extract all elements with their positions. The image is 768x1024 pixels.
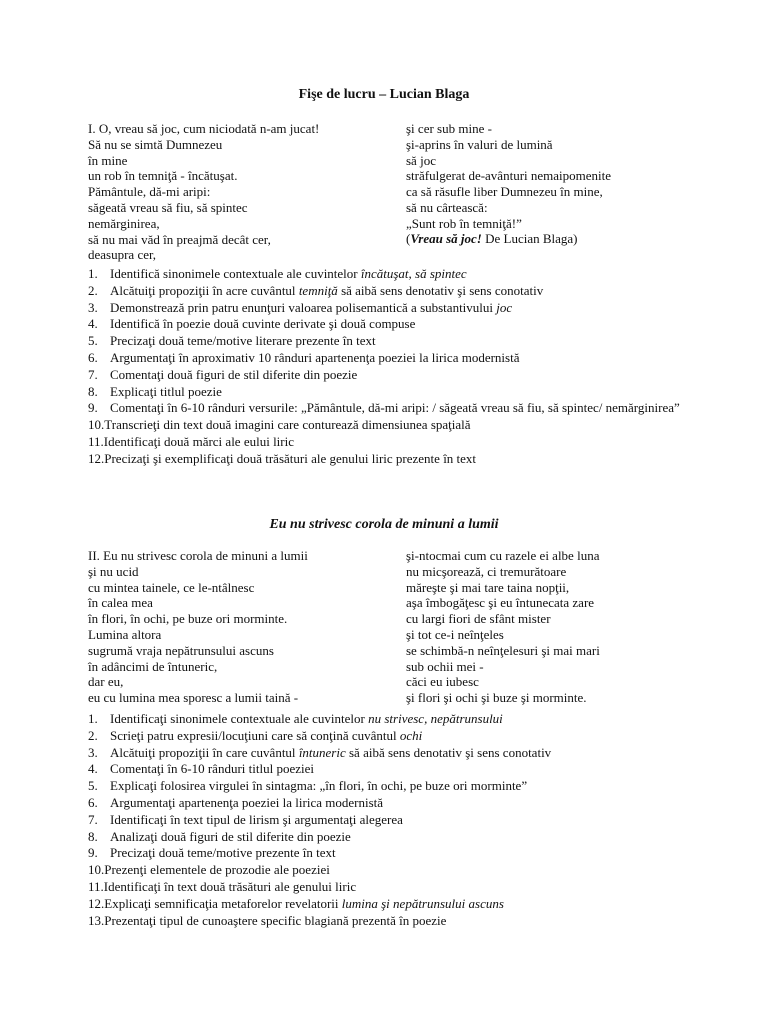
question-text: [104, 434, 688, 451]
question-text-part: Identifică în poezie două cuvinte derivate şi două compuse: [110, 316, 416, 332]
question-item: [88, 451, 688, 468]
question-text: [110, 283, 688, 300]
question-text-part: Identificaţi în text două trăsături ale genului liric: [103, 878, 357, 894]
question-number: 11.: [88, 433, 104, 449]
poem-line: măreşte şi mai tare taina nopţii,: [406, 579, 570, 595]
question-text: [110, 266, 688, 283]
poem-left-column: [88, 548, 308, 706]
question-text-part: să aibă sens denotativ şi sens conotativ: [337, 282, 544, 298]
question-text: [104, 862, 688, 879]
question-text-part: Identificaţi două mărci ale eului liric: [103, 433, 295, 449]
question-text-part: Comentaţi două figuri de stil diferite din poezie: [110, 366, 358, 382]
poem-line: I. O, vreau să joc, cum niciodată n-am jucat!: [88, 121, 320, 136]
question-text-part: Prezentaţi tipul de cunoaştere specific blagiană prezentă în poezie: [104, 912, 447, 928]
question-text-part: Scrieţi patru expresii/locuţiuni care să conţină cuvântul: [110, 727, 400, 743]
question-number: 6.: [88, 349, 98, 365]
poem-line: sub ochii mei -: [406, 658, 484, 674]
question-number: 8.: [88, 383, 98, 399]
question-item: [88, 316, 688, 333]
question-number: 12.: [88, 895, 105, 911]
question-item: [88, 333, 688, 350]
question-text: [110, 316, 688, 333]
question-text-part: Precizaţi şi exemplificaţi două trăsături ale genului liric prezente în text: [104, 450, 477, 466]
question-number: 7.: [88, 366, 98, 382]
poem-line: să nu cârtească:: [406, 199, 488, 215]
question-number: 6.: [88, 794, 98, 810]
question-text: [104, 417, 688, 434]
poem-line: Lumina altora: [88, 626, 162, 642]
question-text-part: Analizaţi două figuri de stil diferite din poezie: [110, 828, 351, 844]
source-title: Vreau să joc!: [410, 231, 482, 246]
poem-line: eu cu lumina mea sporesc a lumii taină -: [88, 690, 299, 706]
question-item: [88, 384, 688, 401]
question-text-part: Explicaţi semnificaţia metaforelor revelatorii: [104, 895, 342, 911]
poem-line: şi-aprins în valuri de lumină: [406, 136, 553, 152]
question-text: [110, 795, 688, 812]
question-text-part: Alcătuiţi propoziţii în acre cuvântul: [110, 282, 299, 298]
question-item: [88, 350, 688, 367]
question-number: 8.: [88, 828, 98, 844]
question-italic-term: întuneric: [298, 744, 346, 760]
question-item: [88, 829, 688, 846]
poem-line: aşa îmbogăţesc şi eu întunecata zare: [406, 595, 595, 611]
poem-line: şi flori şi ochi şi buze şi morminte.: [406, 690, 587, 706]
poem-line: în calea mea: [88, 595, 153, 611]
question-text-part: Prezenţi elementele de prozodie ale poeziei: [104, 862, 330, 878]
question-item: [88, 778, 688, 795]
poem-line: „Sunt rob în temniţă!”: [406, 215, 522, 231]
question-italic-term: lumina şi nepătrunsului ascuns: [341, 895, 504, 911]
question-text-part: Comentaţi în 6-10 rânduri versurile: „Pământule, dă-mi aripi: / săgeată vreau să fiu, să spintec/ nemărginirea”: [110, 400, 680, 416]
poem-line: deasupra cer,: [88, 247, 157, 263]
poem-left-column: [88, 121, 319, 263]
question-number: 3.: [88, 744, 98, 760]
poem-line: Pământule, dă-mi aripi:: [88, 184, 211, 200]
question-text: [110, 333, 688, 350]
question-text: [110, 745, 688, 762]
poem-line: în adâncimi de întuneric,: [88, 658, 218, 674]
question-item: [88, 417, 688, 434]
question-item: [88, 728, 688, 745]
question-italic-term: încătuşat, să spintec: [360, 266, 467, 281]
question-item: [88, 400, 688, 417]
poem-line: şi-ntocmai cum cu razele ei albe luna: [406, 548, 600, 563]
question-text-part: Precizaţi două teme/motive literare prezente în text: [110, 333, 376, 349]
question-text: [110, 845, 688, 862]
poem-line: un rob în temniţă - încătuşat.: [88, 168, 238, 184]
question-text: [110, 812, 688, 829]
question-text-part: să aibă sens denotativ şi sens conotativ: [345, 744, 552, 760]
question-text: [110, 728, 688, 745]
question-text: [104, 451, 688, 468]
question-number: 7.: [88, 811, 98, 827]
question-number: 2.: [88, 282, 98, 298]
question-italic-term: joc: [496, 299, 513, 315]
poem-line: să nu mai văd în preajmă decât cer,: [88, 231, 271, 247]
question-text-part: Identificaţi sinonimele contextuale ale cuvintelor: [110, 711, 369, 726]
question-item: [88, 812, 688, 829]
question-list-2: [88, 711, 688, 929]
poem-line: II. Eu nu strivesc corola de minuni a lumii: [88, 548, 308, 563]
question-item: [88, 434, 688, 451]
question-number: 13.: [88, 912, 105, 928]
poem-line: dar eu,: [88, 674, 124, 690]
question-item: [88, 745, 688, 762]
question-number: 9.: [88, 845, 98, 861]
page-title: Fişe de lucru – Lucian Blaga: [298, 87, 470, 102]
poem-line: săgeată vreau să fiu, să spintec: [88, 199, 248, 215]
question-text: [104, 913, 688, 930]
question-text-part: Argumentaţi apartenenţa poeziei la lirica modernistă: [110, 794, 384, 810]
question-text: [110, 384, 688, 401]
question-text: [110, 300, 688, 317]
question-text: [110, 761, 688, 778]
question-text-part: Argumentaţi în aproximativ 10 rânduri apartenenţa poeziei la lirica modernistă: [110, 349, 520, 365]
question-text-part: Explicaţi folosirea virgulei în sintagma: „în flori, în ochi, pe buze ori morminte”: [110, 778, 528, 794]
question-text-part: Identificaţi în text tipul de lirism şi argumentaţi alegerea: [110, 811, 403, 827]
question-item: [88, 862, 688, 879]
question-item: [88, 879, 688, 896]
poem-line: în flori, în ochi, pe buze ori morminte.: [88, 611, 288, 627]
source-author: De Lucian Blaga): [481, 231, 578, 246]
poem-line: să joc: [406, 152, 436, 168]
poem-line: străfulgerat de-avânturi nemaipomenite: [406, 168, 612, 184]
question-number: 10.: [88, 417, 105, 433]
poem-line: cu mintea tainele, ce le-ntâlnesc: [88, 579, 255, 595]
poem-line: şi tot ce-i neînţeles: [406, 626, 504, 642]
section-title: Eu nu strivesc corola de minuni a lumii: [269, 517, 499, 532]
question-text-part: Explicaţi titlul poezie: [110, 383, 222, 399]
question-item: [88, 795, 688, 812]
question-item: [88, 266, 688, 283]
question-text: [110, 367, 688, 384]
poem-source: [406, 231, 578, 247]
question-number: 3.: [88, 299, 98, 315]
poem-line: nu micşorează, ci tremurătoare: [406, 563, 567, 579]
question-text: [110, 400, 688, 417]
poem-line: nemărginirea,: [88, 215, 160, 231]
poem-line: sugrumă vraja nepătrunsului ascuns: [88, 642, 274, 658]
poem-line: Să nu se simtă Dumnezeu: [88, 136, 223, 152]
poem-right-column: [406, 121, 611, 232]
question-text: [104, 896, 688, 913]
question-text-part: Alcătuiţi propoziţii în care cuvântul: [110, 744, 299, 760]
poem-line: şi cer sub mine -: [406, 121, 492, 136]
question-item: [88, 913, 688, 930]
question-text: [110, 350, 688, 367]
question-italic-term: temniţă: [298, 282, 338, 298]
poem-line: căci eu iubesc: [406, 674, 479, 690]
question-number: 11.: [88, 878, 104, 894]
question-item: [88, 367, 688, 384]
question-item: [88, 896, 688, 913]
question-number: 12.: [88, 450, 105, 466]
question-italic-term: nu strivesc, nepătrunsului: [368, 711, 503, 726]
poem-line: se schimbă-n neînţelesuri şi mai mari: [406, 642, 600, 658]
question-number: 9.: [88, 400, 98, 416]
question-text: [110, 778, 688, 795]
question-item: [88, 845, 688, 862]
question-number: 4.: [88, 316, 98, 332]
question-text-part: Precizaţi două teme/motive prezente în text: [110, 845, 336, 861]
question-number: 5.: [88, 333, 98, 349]
poem-line: cu largi fiori de sfânt mister: [406, 611, 551, 627]
poem-right-column: [406, 548, 600, 706]
question-text: [110, 829, 688, 846]
question-number: 1.: [88, 266, 98, 281]
question-italic-term: ochi: [399, 727, 423, 743]
question-number: 5.: [88, 778, 98, 794]
poem-line: ca să răsufle liber Dumnezeu în mine,: [406, 184, 603, 200]
question-text: [104, 879, 688, 896]
question-text-part: Comentaţi în 6-10 rânduri titlul poeziei: [110, 761, 314, 777]
question-text-part: Identifică sinonimele contextuale ale cuvintelor: [110, 266, 361, 281]
question-text-part: Transcrieţi din text două imagini care conturează dimensiunea spaţială: [104, 417, 471, 433]
source-open: (: [406, 231, 411, 246]
poem-line: în mine: [88, 152, 128, 168]
question-number: 1.: [88, 711, 98, 726]
question-list-1: [88, 266, 688, 468]
question-number: 10.: [88, 862, 105, 878]
question-item: [88, 283, 688, 300]
question-item: [88, 711, 688, 728]
question-number: 4.: [88, 761, 98, 777]
question-item: [88, 761, 688, 778]
poem-line: şi nu ucid: [88, 563, 139, 579]
question-text: [110, 711, 688, 728]
question-item: [88, 300, 688, 317]
question-text-part: Demonstrează prin patru enunţuri valoarea polisemantică a substantivului: [110, 299, 497, 315]
question-number: 2.: [88, 727, 98, 743]
